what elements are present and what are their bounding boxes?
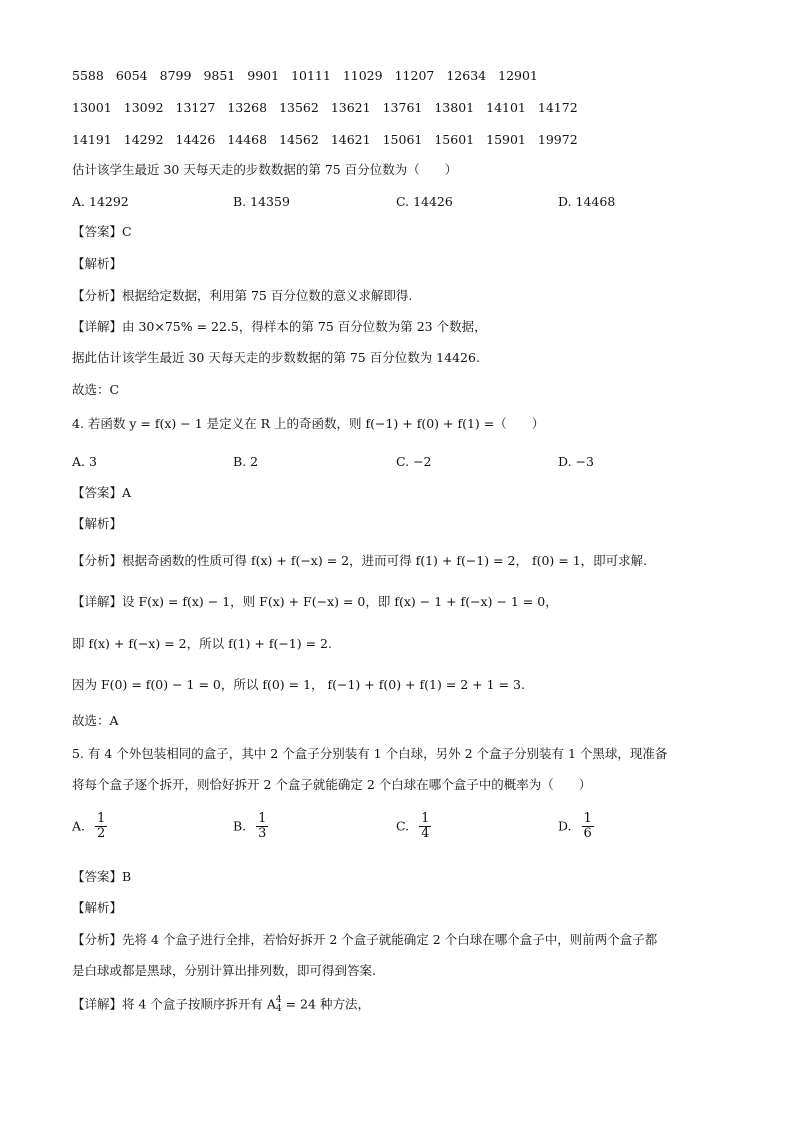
q4-fenxi: 【分析】根据奇函数的性质可得 f(x) + f(−x) = 2，进而可得 f(1) + f(−1) = 2， f(0) = 1，即可求解.	[72, 553, 648, 568]
q5-option-c	[396, 812, 431, 842]
data-cell: 13761	[382, 100, 423, 115]
data-cell: 14562	[279, 132, 319, 147]
data-cell: 15601	[434, 132, 475, 147]
option-label: D.	[558, 818, 572, 834]
q4-option-c: C. −2	[396, 454, 432, 469]
q5-question-line-1: 5. 有 4 个外包装相同的盒子，其中 2 个盒子分别装有 1 个白球，另外 2 个盒子分别装有 1 个黑球，现准备	[72, 746, 668, 761]
q3-choice: 故选：C	[72, 382, 120, 397]
data-cell: 12634	[446, 68, 487, 83]
q3-fenxi: 【分析】根据给定数据，利用第 75 百分位数的意义求解即得.	[72, 288, 413, 303]
q4-answer: 【答案】A	[72, 485, 132, 500]
q4-option-d: D. −3	[558, 454, 594, 469]
fraction-numerator: 1	[583, 811, 592, 826]
q5-question-line-2: 将每个盒子逐个拆开，则恰好拆开 2 个盒子就能确定 2 个白球在哪个盒子中的概率为（ ）	[72, 777, 592, 792]
data-cell: 15901	[486, 132, 526, 147]
q5-xiangjie	[72, 996, 370, 1014]
data-cell: 10111	[291, 68, 331, 83]
data-cell: 19972	[537, 132, 578, 147]
q5-fenxi-line-1: 【分析】先将 4 个盒子进行全排，若恰好拆开 2 个盒子就能确定 2 个白球在哪个盒子中，则前两个盒子都	[72, 932, 658, 947]
fraction-denominator: 2	[97, 826, 106, 842]
q5-option-b	[233, 812, 268, 842]
fraction-denominator: 3	[258, 826, 267, 842]
fraction	[95, 812, 107, 842]
data-row-1	[72, 68, 550, 84]
data-cell: 12901	[498, 68, 538, 83]
fraction	[419, 812, 431, 842]
fraction-denominator: 6	[583, 826, 592, 842]
option-label: C.	[396, 818, 410, 834]
data-cell: 11029	[342, 68, 383, 83]
arrangement-superscript: 4	[275, 995, 282, 1005]
arrangement-subscript: 4	[275, 1004, 282, 1014]
q4-xiangjie: 【详解】设 F(x) = f(x) − 1，则 F(x) + F(−x) = 0，即 f(x) − 1 + f(−x) − 1 = 0，	[72, 594, 558, 609]
q4-question: 4. 若函数 y = f(x) − 1 是定义在 R 上的奇函数，则 f(−1) + f(0) + f(1) =（ ）	[72, 416, 545, 431]
q4-line-3: 因为 F(0) = f(0) − 1 = 0，所以 f(0) = 1， f(−1) + f(0) + f(1) = 2 + 1 = 3.	[72, 677, 525, 692]
data-cell: 13001	[72, 100, 112, 115]
data-cell: 14621	[330, 132, 371, 147]
data-cell: 9901	[247, 68, 280, 83]
data-cell: 14191	[72, 132, 112, 147]
fraction	[582, 812, 594, 842]
data-cell: 9851	[203, 68, 236, 83]
data-cell: 13268	[227, 100, 268, 115]
data-cell: 14292	[123, 132, 164, 147]
q3-question: 估计该学生最近 30 天每天走的步数数据的第 75 百分位数为（ ）	[72, 162, 458, 177]
q4-option-b: B. 2	[233, 454, 259, 469]
data-cell: 14101	[486, 100, 526, 115]
data-cell: 5588	[72, 68, 104, 83]
data-cell: 14426	[175, 132, 216, 147]
q3-answer: 【答案】C	[72, 224, 132, 239]
q4-analysis-title: 【解析】	[72, 516, 123, 531]
fraction-denominator: 4	[421, 826, 430, 842]
data-cell: 13801	[434, 100, 475, 115]
data-row-3	[72, 132, 590, 148]
option-label: A.	[72, 818, 86, 834]
q5-xiangjie-tail: = 24 种方法，	[281, 996, 370, 1012]
q4-choice: 故选：A	[72, 713, 119, 728]
q4-option-a: A. 3	[72, 454, 97, 469]
q5-analysis-title: 【解析】	[72, 900, 123, 915]
data-cell: 15061	[382, 132, 423, 147]
q3-xiangjie: 【详解】由 30×75% = 22.5，得样本的第 75 百分位数为第 23 个数据，	[72, 319, 487, 334]
fraction-numerator: 1	[421, 811, 430, 826]
fraction-numerator: 1	[97, 811, 106, 826]
data-cell: 13092	[123, 100, 164, 115]
q3-option-a: A. 14292	[72, 194, 129, 209]
data-cell: 11207	[394, 68, 435, 83]
fraction	[256, 812, 268, 842]
q3-analysis-title: 【解析】	[72, 256, 123, 271]
q3-option-b: B. 14359	[233, 194, 290, 209]
q5-answer: 【答案】B	[72, 869, 132, 884]
q3-option-d: D. 14468	[558, 194, 616, 209]
data-cell: 6054	[115, 68, 148, 83]
q3-option-c: C. 14426	[396, 194, 453, 209]
data-cell: 14172	[537, 100, 578, 115]
data-cell: 13621	[330, 100, 371, 115]
q5-fenxi-line-2: 是白球或都是黑球，分别计算出排列数，即可得到答案.	[72, 963, 376, 978]
data-cell: 8799	[159, 68, 192, 83]
fraction-numerator: 1	[258, 811, 267, 826]
data-row-2	[72, 100, 590, 116]
q4-line-2: 即 f(x) + f(−x) = 2，所以 f(1) + f(−1) = 2.	[72, 636, 332, 651]
data-cell: 14468	[227, 132, 268, 147]
q3-xiangjie-2: 据此估计该学生最近 30 天每天走的步数数据的第 75 百分位数为 14426.	[72, 350, 480, 365]
q5-option-a	[72, 812, 107, 842]
data-cell: 13127	[175, 100, 216, 115]
q5-xiangjie-text: 【详解】将 4 个盒子按顺序拆开有 A	[72, 996, 276, 1012]
option-label: B.	[233, 818, 247, 834]
data-cell: 13562	[279, 100, 319, 115]
q5-option-d	[558, 812, 594, 842]
